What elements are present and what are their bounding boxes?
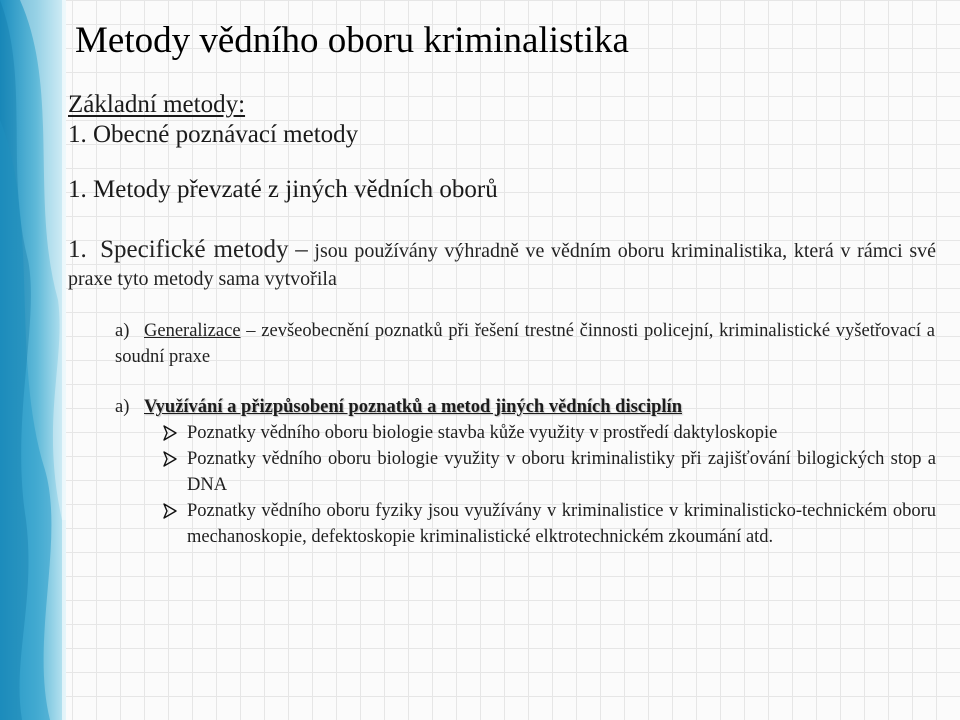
arrow-bullet-icon [162,446,178,480]
specific-text: jsou používány výhradně ve vědním oboru kriminalistika, která v rámci své praxe tyto metody sama vytvořila [68,240,937,290]
subheading [68,90,245,120]
specific-term: Specifické metody [100,236,289,263]
bullet-item [160,498,936,550]
use-of-methods-text: Využívání a přizpůsobení poznatků a metod jiných vědních disciplín [144,397,682,417]
generalization-text: – zevšeobecnění poznatků při řešení trestné činnosti policejní, kriminalistické vyšetřovací a soudní praxe [115,321,936,367]
generalization-term: Generalizace [144,321,241,341]
bullet-text: Poznatky vědního oboru biologie využity v oboru kriminalistiky při zajišťování bilogických stop a DNA [187,449,936,495]
specific-number: 1. [68,236,87,263]
bullet-item [160,446,936,498]
generalization-item [115,318,935,370]
bullet-text: Poznatky vědního oboru fyziky jsou využívány v kriminalistice v kriminalisticko-technickém oboru mechanoskopie, defektoskopie kriminalistické elktrotechnickém zkoumání atd. [187,501,936,547]
specific-methods-paragraph [68,236,936,293]
use-of-methods-item [115,394,935,420]
bullet-item [160,420,936,446]
specific-dash: – [295,236,308,263]
subheading-text: Základní metody: [68,91,246,118]
use-of-methods-label: a) [115,397,130,417]
arrow-bullet-icon [162,498,178,532]
bullet-text: Poznatky vědního oboru biologie stavba kůže využity v prostředí daktyloskopie [187,423,778,443]
method-item-borrowed: 1. Metody převzaté z jiných vědních oborů [68,176,498,203]
method-item-general: 1. Obecné poznávací metody [68,121,359,148]
slide-title: Metody vědního oboru kriminalistika [75,20,629,61]
generalization-label: a) [115,321,130,341]
